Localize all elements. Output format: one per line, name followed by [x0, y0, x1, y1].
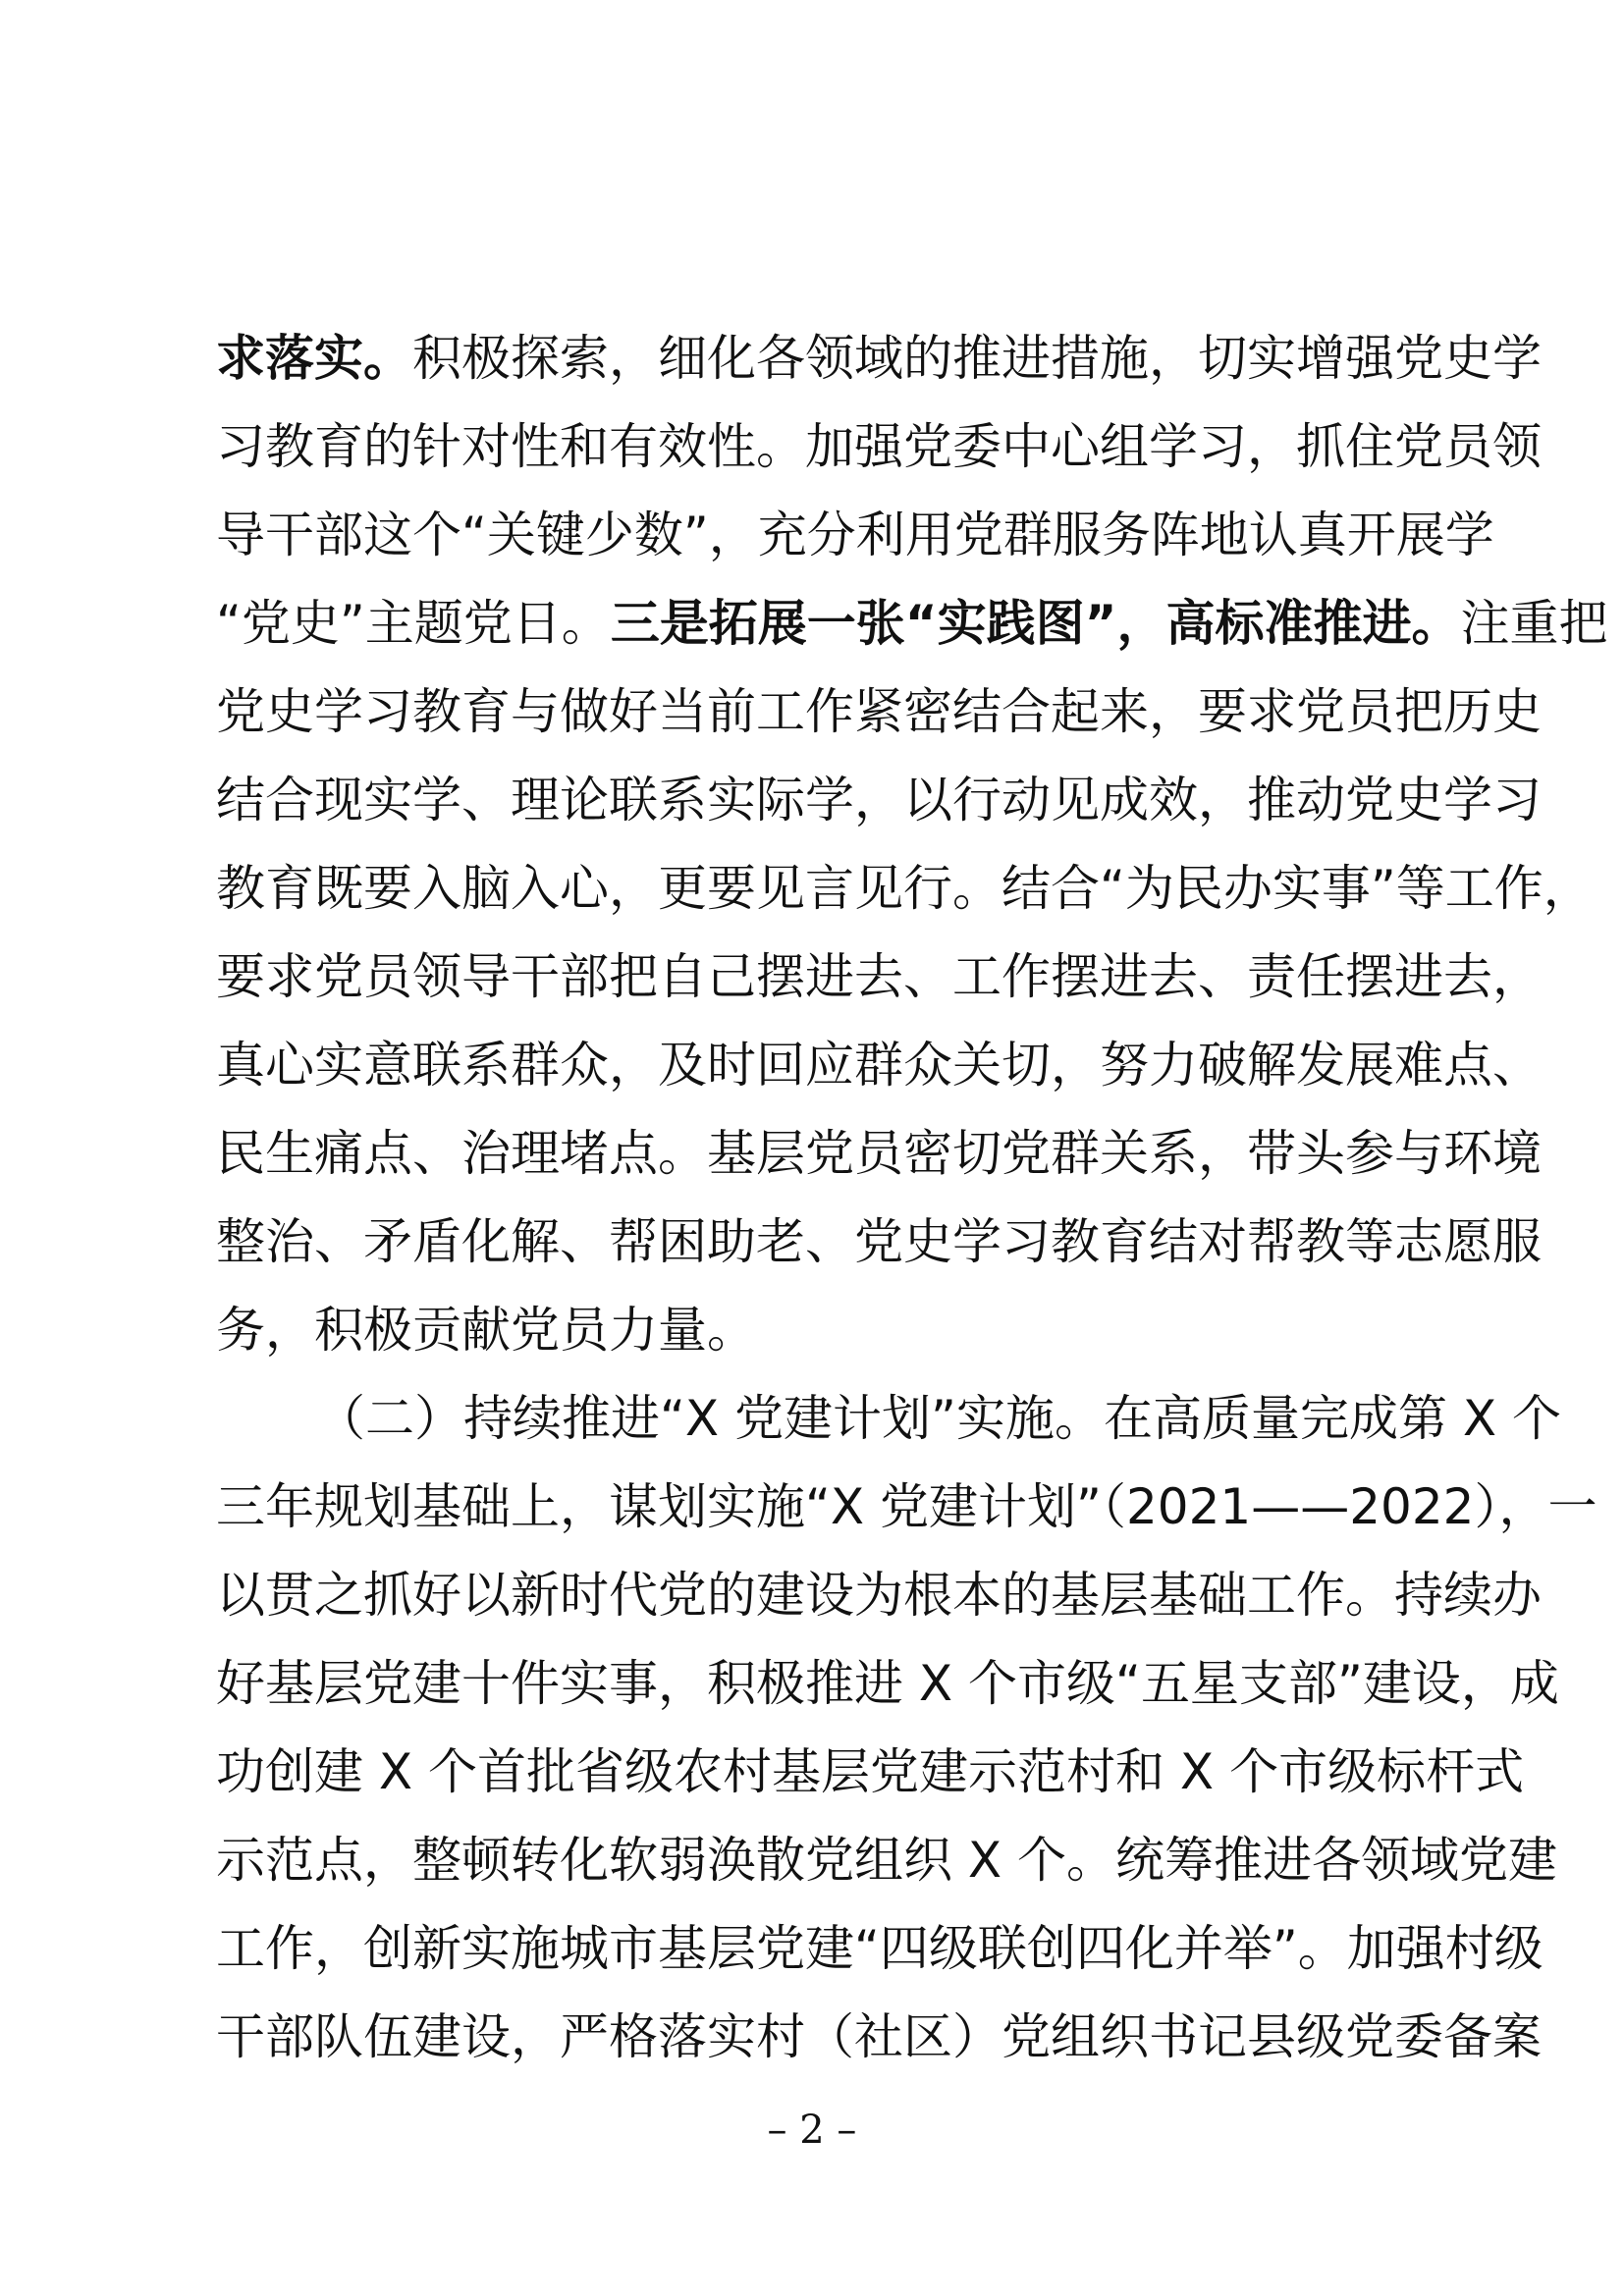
text-line: 习教育的针对性和有效性。加强党委中心组学习，抓住党员领: [216, 418, 1542, 475]
text-line: 功创建 X 个首批省级农村基层党建示范村和 X 个市级标杆式: [216, 1743, 1525, 1800]
text-span: 注重把: [1460, 595, 1608, 652]
text-span: “党史”主题党日。: [216, 595, 611, 652]
text-line: 真心实意联系群众，及时回应群众关切，努力破解发展难点、: [216, 1037, 1542, 1094]
text-line: 民生痛点、治理堵点。基层党员密切党群关系，带头参与环境: [216, 1125, 1542, 1182]
text-line: 干部队伍建设，严格落实村（社区）党组织书记县级党委备案: [216, 2008, 1542, 2065]
text-line: 导干部这个“关键少数”，充分利用党群服务阵地认真开展学: [216, 507, 1494, 563]
page-number: – 2 –: [767, 2108, 857, 2153]
text-line: 三年规划基础上，谋划实施“X 党建计划”（2021——2022），一: [216, 1478, 1597, 1535]
text-line: （二）持续推进“X 党建计划”实施。在高质量完成第 X 个: [316, 1390, 1561, 1447]
text-line: 以贯之抓好以新时代党的建设为根本的基层基础工作。持续办: [216, 1567, 1542, 1624]
text-line: 结合现实学、理论联系实际学，以行动见成效，推动党史学习: [216, 772, 1542, 828]
text-line: 要求党员领导干部把自己摆进去、工作摆进去、责任摆进去，: [216, 948, 1542, 1005]
text-line: 党史学习教育与做好当前工作紧密结合起来，要求党员把历史: [216, 683, 1542, 740]
text-line: [216, 579, 1608, 667]
text-line: 好基层党建十件实事，积极推进 X 个市级“五星支部”建设，成: [216, 1655, 1559, 1712]
text-line: 务，积极贡献党员力量。: [216, 1302, 756, 1359]
bold-lead-phrase: 求落实。: [216, 330, 412, 387]
text-span: 积极探索，细化各领域的推进措施，切实增强党史学: [412, 330, 1542, 387]
text-line: 教育既要入脑入心，更要见言见行。结合“为民办实事”等工作，: [216, 860, 1593, 917]
text-line: 整治、矛盾化解、帮困助老、党史学习教育结对帮教等志愿服: [216, 1213, 1542, 1270]
text-line: 示范点，整顿转化软弱涣散党组织 X 个。统筹推进各领域党建: [216, 1832, 1558, 1889]
text-line: [216, 314, 1542, 402]
bold-section-heading: 三是拓展一张“实践图”，高标准推进。: [610, 595, 1461, 652]
text-line: 工作，创新实施城市基层党建“四级联创四化并举”。加强村级: [216, 1920, 1543, 1977]
